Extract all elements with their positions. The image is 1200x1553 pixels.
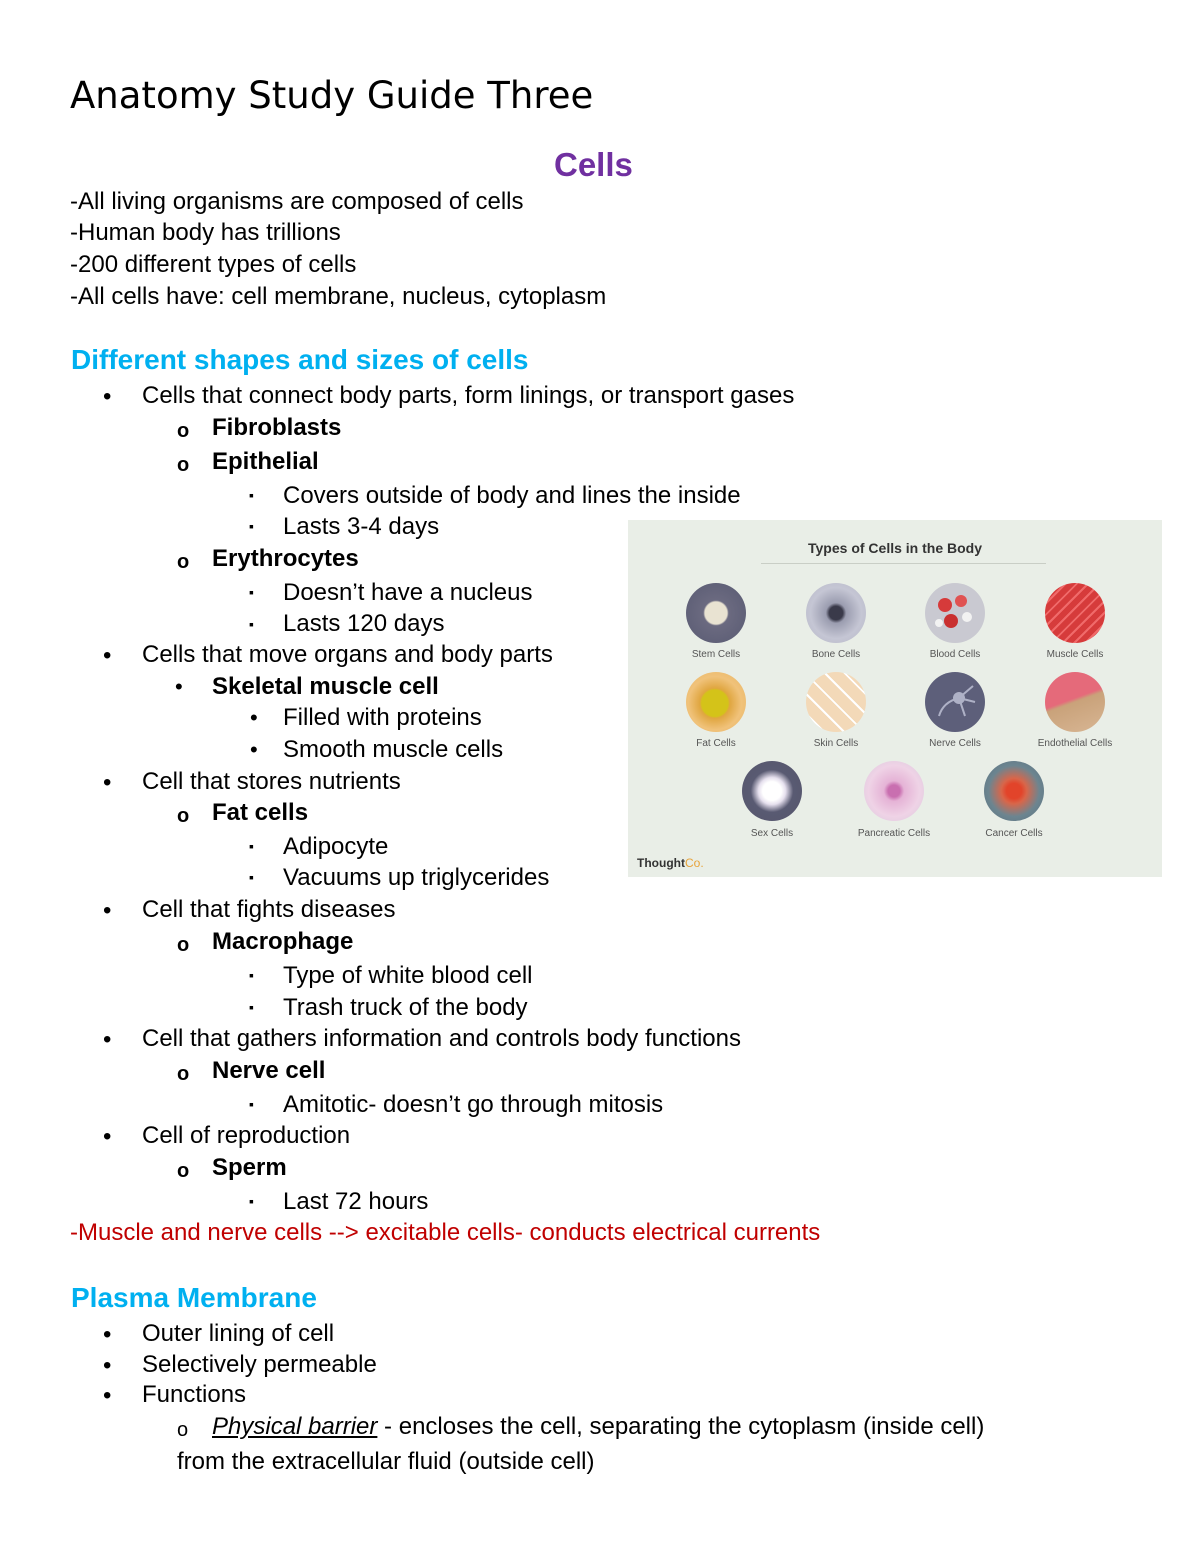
bullet-icon: • xyxy=(103,642,112,669)
bullet-icon: • xyxy=(103,1352,112,1379)
square-bullet-icon: ▪ xyxy=(249,1193,254,1209)
cell-types-infographic xyxy=(628,520,1162,877)
shapes-heading: Different shapes and sizes of cells xyxy=(71,344,529,375)
figure-label: Blood Cells xyxy=(929,649,981,660)
square-bullet-icon: ▪ xyxy=(249,838,254,854)
brand-accent: Co. xyxy=(684,856,704,870)
stem-cell-icon xyxy=(686,583,746,643)
fat-cell-icon xyxy=(686,672,746,732)
blood-cell-icon xyxy=(925,583,985,643)
note-line: Lasts 120 days xyxy=(283,610,445,637)
note-line: Adipocyte xyxy=(283,833,389,860)
bullet-icon: • xyxy=(250,705,258,730)
figure-label: Pancreatic Cells xyxy=(857,828,931,839)
square-bullet-icon: ▪ xyxy=(249,967,254,983)
plasma-item: Selectively permeable xyxy=(142,1351,377,1378)
cells-heading: Cells xyxy=(554,146,633,183)
cell-type-name: Nerve cell xyxy=(212,1057,326,1084)
square-bullet-icon: ▪ xyxy=(249,999,254,1015)
group-label: Cells that connect body parts, form linings, or transport gases xyxy=(142,382,795,409)
square-bullet-icon: ▪ xyxy=(249,1096,254,1112)
intro-line: -200 different types of cells xyxy=(70,251,357,278)
figure-label: Sex Cells xyxy=(750,828,794,839)
muscle-cell-icon xyxy=(1045,583,1105,643)
figure-label: Endothelial Cells xyxy=(1037,738,1113,749)
circle-bullet-icon: o xyxy=(177,551,190,573)
group-label: Cell of reproduction xyxy=(142,1122,351,1149)
plasma-function-line xyxy=(212,1413,984,1441)
page-title: Anatomy Study Guide Three xyxy=(70,74,594,117)
note-line: Type of white blood cell xyxy=(283,962,533,989)
endothelial-cell-icon xyxy=(1045,672,1105,732)
square-bullet-icon: ▪ xyxy=(249,584,254,600)
bullet-icon: • xyxy=(103,769,112,796)
note-line: Amitotic- doesn’t go through mitosis xyxy=(283,1091,664,1118)
skin-cell-icon xyxy=(806,672,866,732)
square-bullet-icon: ▪ xyxy=(249,616,254,632)
figure-label: Stem Cells xyxy=(691,649,741,660)
bullet-icon: • xyxy=(103,1382,112,1409)
bullet-icon: • xyxy=(103,1026,112,1053)
note-line: Last 72 hours xyxy=(283,1188,429,1215)
note-line: Vacuums up triglycerides xyxy=(283,864,550,891)
circle-bullet-icon: o xyxy=(177,454,190,476)
cell-type-name: Sperm xyxy=(212,1154,287,1181)
group-label: Cell that stores nutrients xyxy=(142,768,401,795)
bullet-icon: • xyxy=(103,383,112,410)
square-bullet-icon: ▪ xyxy=(249,518,254,534)
cell-type-name: Epithelial xyxy=(212,448,319,475)
cell-type-name: Skeletal muscle cell xyxy=(212,673,439,700)
cancer-cell-icon xyxy=(984,761,1044,821)
cell-type-name: Fibroblasts xyxy=(212,414,342,441)
bone-cell-icon xyxy=(806,583,866,643)
plasma-item: Outer lining of cell xyxy=(142,1320,335,1347)
circle-bullet-icon: o xyxy=(177,1063,190,1085)
note-line: Lasts 3-4 days xyxy=(283,513,440,540)
group-label: Cell that fights diseases xyxy=(142,896,396,923)
square-bullet-icon: ▪ xyxy=(249,869,254,885)
thoughtco-logo xyxy=(637,856,704,870)
plasma-item: Functions xyxy=(142,1381,247,1408)
excitable-cells-note: -Muscle and nerve cells --> excitable cells- conducts electrical currents xyxy=(70,1219,821,1246)
bullet-icon: • xyxy=(103,1123,112,1150)
note-line: Smooth muscle cells xyxy=(283,736,504,763)
bullet-icon: • xyxy=(103,1321,112,1348)
function-text: - encloses the cell, separating the cytoplasm (inside cell) xyxy=(377,1413,985,1440)
plasma-heading: Plasma Membrane xyxy=(71,1282,317,1313)
cell-type-name: Erythrocytes xyxy=(212,545,359,572)
figure-label: Nerve Cells xyxy=(929,738,981,749)
circle-bullet-icon: o xyxy=(177,805,190,827)
cell-type-name: Macrophage xyxy=(212,928,354,955)
sex-cell-icon xyxy=(742,761,802,821)
group-label: Cell that gathers information and controls body functions xyxy=(142,1025,742,1052)
intro-line: -All living organisms are composed of cells xyxy=(70,188,524,215)
divider xyxy=(761,563,1046,564)
circle-bullet-icon: o xyxy=(177,420,190,442)
figure-label: Muscle Cells xyxy=(1046,649,1104,660)
group-label: Cells that move organs and body parts xyxy=(142,641,553,668)
note-line: Covers outside of body and lines the inside xyxy=(283,482,741,509)
function-term: Physical barrier xyxy=(212,1413,378,1440)
note-line: Doesn’t have a nucleus xyxy=(283,579,533,606)
pancreatic-cell-icon xyxy=(864,761,924,821)
figure-label: Cancer Cells xyxy=(985,828,1043,839)
infographic-title: Types of Cells in the Body xyxy=(808,540,982,556)
circle-bullet-icon: o xyxy=(177,1419,189,1441)
intro-line: -All cells have: cell membrane, nucleus, cytoplasm xyxy=(70,283,607,310)
figure-label: Fat Cells xyxy=(696,738,736,749)
circle-bullet-icon: o xyxy=(177,1160,190,1182)
brand-main: Thought xyxy=(637,856,685,870)
note-line: Trash truck of the body xyxy=(283,994,528,1021)
nerve-cell-icon xyxy=(925,672,985,732)
intro-line: -Human body has trillions xyxy=(70,219,341,246)
bullet-icon: • xyxy=(175,674,183,699)
square-bullet-icon: ▪ xyxy=(249,487,254,503)
bullet-icon: • xyxy=(103,897,112,924)
cell-type-name: Fat cells xyxy=(212,799,309,826)
bullet-icon: • xyxy=(250,737,258,762)
circle-bullet-icon: o xyxy=(177,934,190,956)
note-line: Filled with proteins xyxy=(283,704,482,731)
plasma-function-line-2: from the extracellular fluid (outside cell) xyxy=(177,1448,595,1475)
figure-label: Bone Cells xyxy=(811,649,861,660)
figure-label: Skin Cells xyxy=(813,738,859,749)
